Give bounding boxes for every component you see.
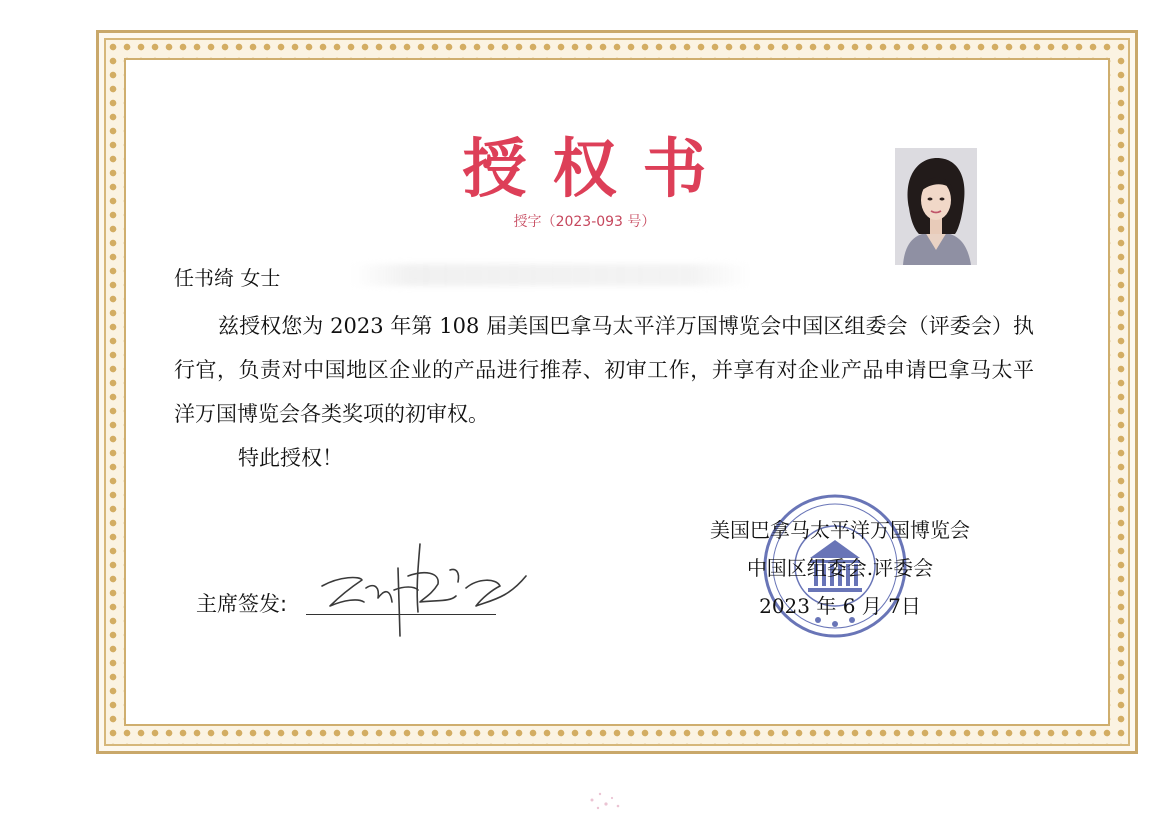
issue-date: 2023 年 6 月 7日 bbox=[759, 594, 921, 618]
reference-prefix: 授字（ bbox=[513, 214, 556, 230]
recipient-name: 任书绮 女士 bbox=[174, 266, 281, 290]
issuer-name-line1: 美国巴拿马太平洋万国博览会 bbox=[710, 518, 970, 542]
handwritten-signature bbox=[300, 528, 540, 648]
reference-suffix: 号） bbox=[622, 214, 656, 230]
authorization-text: 兹授权您为 2023 年第 108 届美国巴拿马太平洋万国博览会中国区组委会（评委会）执行官，负责对中国地区企业的产品进行推荐、初审工作，并享有对企业产品申请巴拿马太平洋万国博览会各类奖项的初审权。 bbox=[174, 314, 1034, 426]
closing-note: 特此授权！ bbox=[238, 446, 343, 470]
reference-code: 2023-093 bbox=[555, 214, 623, 230]
portrait-image bbox=[895, 148, 977, 265]
chairman-signature-label: 主席签发: bbox=[196, 592, 288, 616]
recipient-photo bbox=[895, 148, 977, 265]
issuing-organization bbox=[690, 511, 990, 625]
redacted-strip bbox=[352, 264, 752, 286]
certificate-title: 授权书 bbox=[462, 132, 733, 207]
issuer-name-line2: 中国区组委会.评委会 bbox=[746, 556, 934, 580]
paper-smudge bbox=[570, 780, 640, 820]
reference-number bbox=[0, 211, 1169, 231]
